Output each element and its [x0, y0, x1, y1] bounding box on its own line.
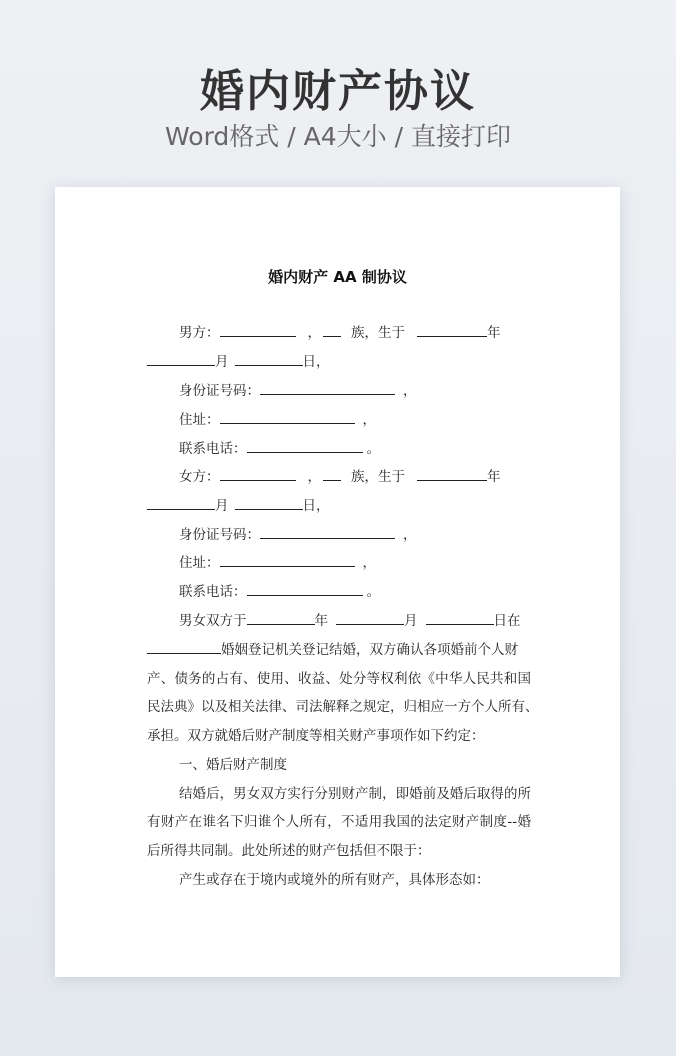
male-day-blank[interactable] — [235, 351, 303, 366]
marriage-line-5: 承担。双方就婚后财产制度等相关财产事项作如下约定： — [147, 728, 485, 744]
male-id-end: ， — [403, 383, 417, 399]
male-phone-blank[interactable] — [247, 438, 363, 453]
male-id-label: 身份证号码： — [179, 383, 260, 399]
male-month-blank[interactable] — [147, 351, 215, 366]
female-address-end: ， — [362, 555, 376, 571]
section-1-p1-line-2: 有财产在谁名下归谁个人所有，不适用我国的法定财产制度--婚 — [147, 814, 531, 830]
male-year-label: 年 — [487, 325, 501, 341]
male-phone-label: 联系电话： — [179, 441, 247, 457]
female-phone-end: 。 — [366, 584, 380, 600]
section-1-p2-line-1: 产生或存在于境内或境外的所有财产，具体形态如： — [179, 872, 490, 888]
female-address-line — [147, 552, 531, 574]
male-address-label: 住址： — [179, 412, 220, 428]
male-day-label: 日， — [302, 354, 330, 370]
female-address-blank[interactable] — [220, 552, 355, 567]
male-address-line — [147, 409, 531, 431]
female-month-label: 月 — [215, 498, 229, 514]
female-id-end: ， — [403, 527, 417, 543]
marriage-day-blank[interactable] — [426, 610, 494, 625]
marriage-line-2 — [147, 639, 531, 661]
female-phone-blank[interactable] — [247, 581, 363, 596]
female-phone-line — [147, 581, 531, 603]
document-page — [55, 187, 620, 977]
marriage-text-2: 婚姻登记机关登记结婚，双方确认各项婚前个人财 — [221, 642, 518, 658]
male-name-line — [147, 322, 531, 344]
section-1-p1-line-3: 后所得共同制。此处所述的财产包括但不限于： — [147, 843, 431, 859]
female-name-blank[interactable] — [220, 466, 296, 481]
female-address-label: 住址： — [179, 555, 220, 571]
marriage-line-4: 民法典》以及相关法律、司法解释之规定，归相应一方个人所有、 — [147, 699, 539, 715]
marriage-year-blank[interactable] — [247, 610, 315, 625]
document-title: 婚内财产 AA 制协议 — [268, 268, 407, 286]
female-year-label: 年 — [487, 469, 501, 485]
female-day-label: 日， — [302, 498, 330, 514]
female-id-line — [147, 524, 531, 546]
female-label: 女方： — [179, 469, 220, 485]
marriage-prefix: 男女双方于 — [179, 613, 247, 629]
male-year-blank[interactable] — [417, 322, 487, 337]
male-phone-line — [147, 438, 531, 460]
female-comma: ， — [307, 469, 321, 485]
marriage-month-label: 月 — [404, 613, 418, 629]
male-label: 男方： — [179, 325, 220, 341]
male-comma: ， — [307, 325, 321, 341]
female-date-line — [147, 495, 531, 517]
male-address-blank[interactable] — [220, 409, 355, 424]
male-id-line — [147, 380, 531, 402]
female-month-blank[interactable] — [147, 495, 215, 510]
female-ethnic-label: 族，生于 — [351, 469, 405, 485]
female-name-line — [147, 466, 531, 488]
male-month-label: 月 — [215, 354, 229, 370]
registry-blank[interactable] — [147, 639, 221, 654]
marriage-year-label: 年 — [314, 613, 328, 629]
marriage-month-blank[interactable] — [336, 610, 404, 625]
hero-subtitle: Word格式 / A4大小 / 直接打印 — [165, 122, 511, 151]
female-id-label: 身份证号码： — [179, 527, 260, 543]
female-ethnic-blank[interactable] — [323, 466, 341, 481]
marriage-day-label: 日在 — [493, 613, 521, 629]
male-id-blank[interactable] — [260, 380, 395, 395]
male-address-end: ， — [362, 412, 376, 428]
male-phone-end: 。 — [366, 441, 380, 457]
marriage-line-3: 产、债务的占有、使用、收益、处分等权利依《中华人民共和国 — [147, 671, 531, 687]
female-day-blank[interactable] — [235, 495, 303, 510]
section-1-heading: 一、婚后财产制度 — [179, 757, 287, 773]
marriage-date-line — [147, 610, 531, 632]
hero-title: 婚内财产协议 — [200, 66, 476, 117]
male-name-blank[interactable] — [220, 322, 296, 337]
female-id-blank[interactable] — [260, 524, 395, 539]
female-phone-label: 联系电话： — [179, 584, 247, 600]
male-ethnic-blank[interactable] — [323, 322, 341, 337]
female-year-blank[interactable] — [417, 466, 487, 481]
section-1-p1-line-1: 结婚后，男女双方实行分别财产制，即婚前及婚后取得的所 — [179, 786, 531, 802]
male-ethnic-label: 族，生于 — [351, 325, 405, 341]
male-date-line — [147, 351, 531, 373]
